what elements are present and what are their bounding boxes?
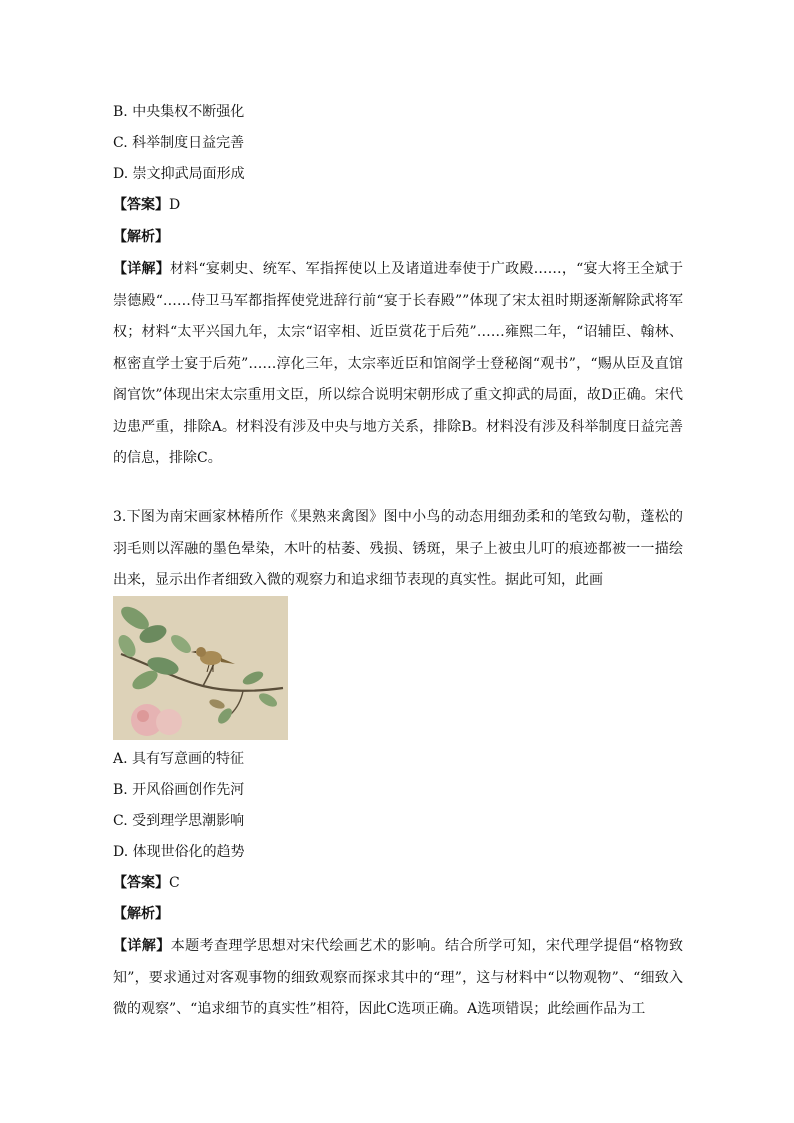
q3-answer-value: C	[169, 875, 180, 891]
q2-answer-tag: 【答案】	[113, 197, 169, 213]
q3-stem: 3.下图为南宋画家林椿所作《果熟来禽图》图中小鸟的动态用细劲柔和的笔致勾勒，蓬松的羽毛则以浑融的墨色晕染，木叶的枯萎、残损、锈斑，果子上被虫儿叮的痕迹都被一一描绘出来，显示出作者细致入微的观察力和追求细节表现的真实性。据此可知，此画	[113, 509, 683, 588]
q2-detail-tag: 【详解】	[113, 261, 170, 277]
peach-fruit	[156, 709, 182, 735]
q3-answer-tag: 【答案】	[113, 875, 169, 891]
q2-option-c: C. 科举制度日益完善	[113, 135, 245, 151]
q2-answer-value: D	[169, 197, 181, 213]
bird-head	[196, 647, 206, 657]
q3-detail-text: 本题考查理学思想对宋代绘画艺术的影响。结合所学可知，宋代理学提倡“格物致知”，要求通过对客观事物的细致观察而探求其中的“理”，这与材料中“以物观物”、“细致入微的观察”、“追求细节的真实性”相符，因此C选项正确。A选项错误；此绘画作品为工	[113, 938, 684, 1017]
peach-blush	[137, 710, 149, 722]
q3-option-d: D. 体现世俗化的趋势	[113, 844, 245, 860]
q2-detail-text: 材料“宴刺史、统军、军指挥使以上及诸道进奉使于广政殿……，“宴大将王全斌于崇德殿“……侍卫马军都指挥使党进辞行前“宴于长春殿””体现了宋太祖时期逐渐解除武将军权；材料“太平兴国九年，太宗“诏宰相、近臣赏花于后苑”……雍熙二年，“诏辅臣、翰林、枢密直学士宴于后苑”……淳化三年，太宗率近臣和馆阁学士登秘阁“观书”，“赐从臣及直馆阁官饮”体现出宋太宗重用文臣，所以综合说明宋朝形成了重文抑武的局面，故D正确。宋代边患严重，排除A。材料没有涉及中央与地方关系，排除B。材料没有涉及科举制度日益完善的信息，排除C。	[113, 261, 684, 466]
q2-answer-line	[113, 195, 180, 215]
q2-option-d: D. 崇文抑武局面形成	[113, 166, 245, 182]
q2-option-b: B. 中央集权不断强化	[113, 104, 245, 120]
painting-figure	[113, 596, 288, 740]
q3-answer-line	[113, 873, 180, 893]
q3-option-c: C. 受到理学思潮影响	[113, 813, 245, 829]
q2-analysis-tag: 【解析】	[113, 229, 169, 245]
q3-option-a: A. 具有写意画的特征	[113, 751, 245, 767]
q2-detail-paragraph	[113, 254, 683, 475]
q3-detail-tag: 【详解】	[113, 938, 171, 954]
q3-detail-paragraph	[113, 931, 683, 1026]
q3-option-b: B. 开风俗画创作先河	[113, 782, 245, 798]
painting-image	[113, 596, 288, 740]
q3-analysis-tag: 【解析】	[113, 906, 169, 922]
